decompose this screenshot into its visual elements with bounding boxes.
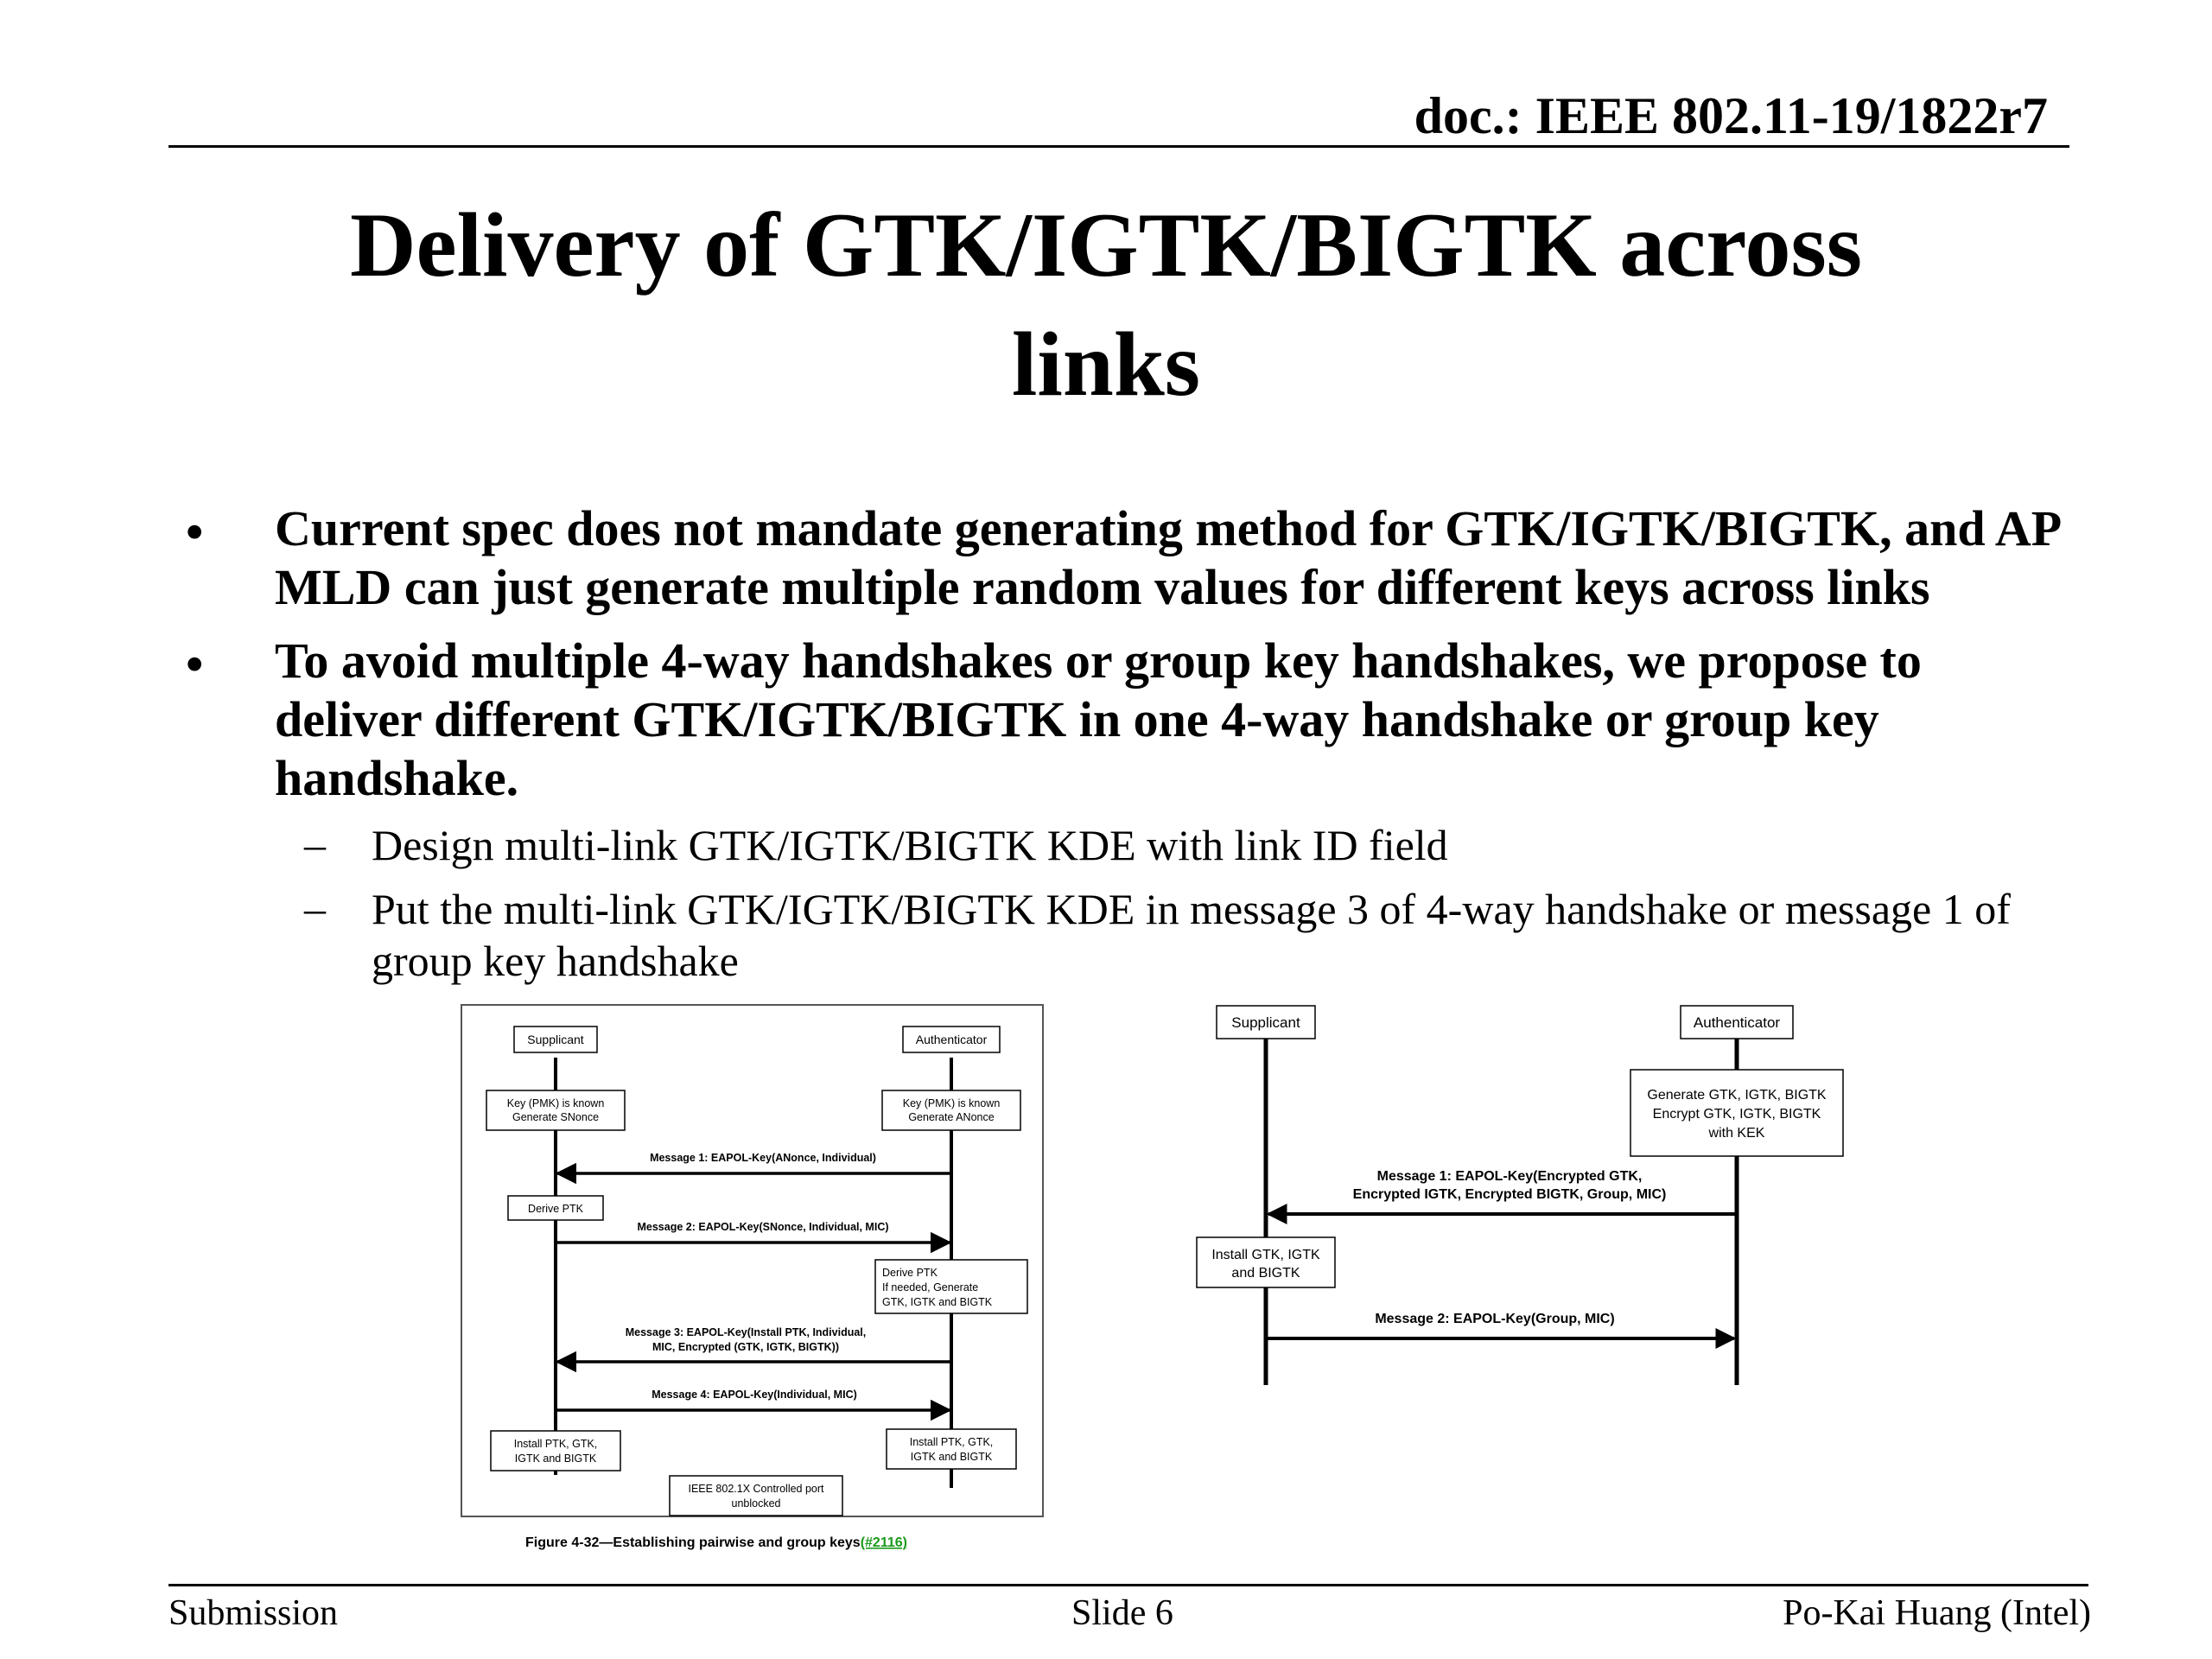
figure-caption-text: Figure 4-32—Establishing pairwise and group keys (525, 1535, 861, 1550)
figure-caption (525, 1535, 907, 1550)
authenticator-key-box (882, 1090, 1020, 1130)
message-1-label-line-1: Message 1: EAPOL-Key(Encrypted GTK, (1376, 1169, 1643, 1184)
footer-submission: Submission (168, 1593, 339, 1633)
supplicant-key-line-1: Key (PMK) is known (506, 1097, 605, 1109)
message-4-label: Message 4: EAPOL-Key(Individual, MIC) (652, 1389, 857, 1401)
authenticator-install-line-2: IGTK and BIGTK (910, 1451, 993, 1463)
slide-title-line-2: links (1011, 314, 1201, 415)
supplicant-install-line-1: Install PTK, GTK, (513, 1438, 598, 1450)
authenticator-label: Authenticator (915, 1033, 988, 1046)
supplicant-install-line-2: IGTK and BIGTK (514, 1452, 597, 1465)
generate-keys-line-1: Generate GTK, IGTK, BIGTK (1647, 1088, 1827, 1103)
message-1-label: Message 1: EAPOL-Key(ANonce, Individual) (650, 1152, 876, 1164)
generate-keys-line-2: Encrypt GTK, IGTK, BIGTK (1652, 1107, 1821, 1122)
install-keys-line-2: and BIGTK (1231, 1266, 1300, 1281)
group-key-handshake-diagram (1179, 1002, 1845, 1400)
controlled-port-line-1: IEEE 802.1X Controlled port (688, 1483, 824, 1495)
message-1-label-line-2: Encrypted IGTK, Encrypted BIGTK, Group, MIC) (1352, 1187, 1667, 1202)
controlled-port-line-2: unblocked (731, 1497, 781, 1510)
message-2-label: Message 2: EAPOL-Key(SNonce, Individual, MIC) (637, 1221, 889, 1233)
supplicant-label: Supplicant (527, 1033, 584, 1046)
bullet-text-1: Current spec does not mandate generating method for GTK/IGTK/BIGTK, and AP MLD can just generate multiple random values for different keys across links (275, 500, 2060, 615)
authenticator-derive-line-3: GTK, IGTK and BIGTK (882, 1296, 993, 1308)
message-2-label: Message 2: EAPOL-Key(Group, MIC) (1375, 1312, 1615, 1326)
figure-caption-reference: (#2116) (860, 1535, 907, 1550)
controlled-port-box (670, 1476, 842, 1516)
footer-slide-number: Slide 6 (1071, 1593, 1173, 1633)
footer-author: Po-Kai Huang (Intel) (1783, 1593, 2091, 1633)
install-keys-line-1: Install GTK, IGTK (1211, 1248, 1320, 1262)
authenticator-install-box (887, 1429, 1016, 1469)
supplicant-label: Supplicant (1231, 1014, 1300, 1031)
slide-title-line-1: Delivery of GTK/IGTK/BIGTK across (350, 194, 1862, 296)
generate-keys-line-3: with KEK (1708, 1126, 1765, 1141)
message-3-label-line-1: Message 3: EAPOL-Key(Install PTK, Individual, (625, 1326, 867, 1338)
bullet-marker: • (186, 504, 204, 560)
bullet-marker: • (186, 636, 204, 692)
document-id: doc.: IEEE 802.11-19/1822r7 (1414, 87, 2048, 144)
subbullet-marker: – (304, 884, 326, 932)
authenticator-key-line-1: Key (PMK) is known (902, 1097, 1001, 1109)
four-way-handshake-diagram (461, 1004, 1044, 1557)
footer-divider (168, 1584, 2088, 1586)
slide-title (173, 186, 2039, 424)
supplicant-derive-ptk-label: Derive PTK (528, 1203, 583, 1215)
message-3-label-line-2: MIC, Encrypted (GTK, IGTK, BIGTK)) (652, 1341, 839, 1353)
supplicant-key-line-2: Generate SNonce (512, 1111, 600, 1123)
supplicant-key-box (486, 1090, 625, 1130)
authenticator-key-line-2: Generate ANonce (908, 1111, 995, 1123)
header-divider (168, 145, 2069, 148)
supplicant-install-box (491, 1431, 620, 1471)
subbullet-marker: – (304, 820, 326, 868)
authenticator-derive-line-1: Derive PTK (882, 1267, 938, 1279)
authenticator-derive-line-2: If needed, Generate (882, 1281, 979, 1294)
authenticator-install-line-1: Install PTK, GTK, (909, 1436, 994, 1448)
authenticator-label: Authenticator (1693, 1014, 1781, 1031)
subbullet-text-2: Put the multi-link GTK/IGTK/BIGTK KDE in message 3 of 4-way handshake or message 1 of group key handshake (372, 885, 2011, 985)
bullet-text-2: To avoid multiple 4-way handshakes or group key handshakes, we propose to deliver different GTK/IGTK/BIGTK in one 4-way handshake or group key handshake. (275, 632, 1922, 806)
subbullet-text-1: Design multi-link GTK/IGTK/BIGTK KDE with link ID field (372, 821, 1448, 869)
